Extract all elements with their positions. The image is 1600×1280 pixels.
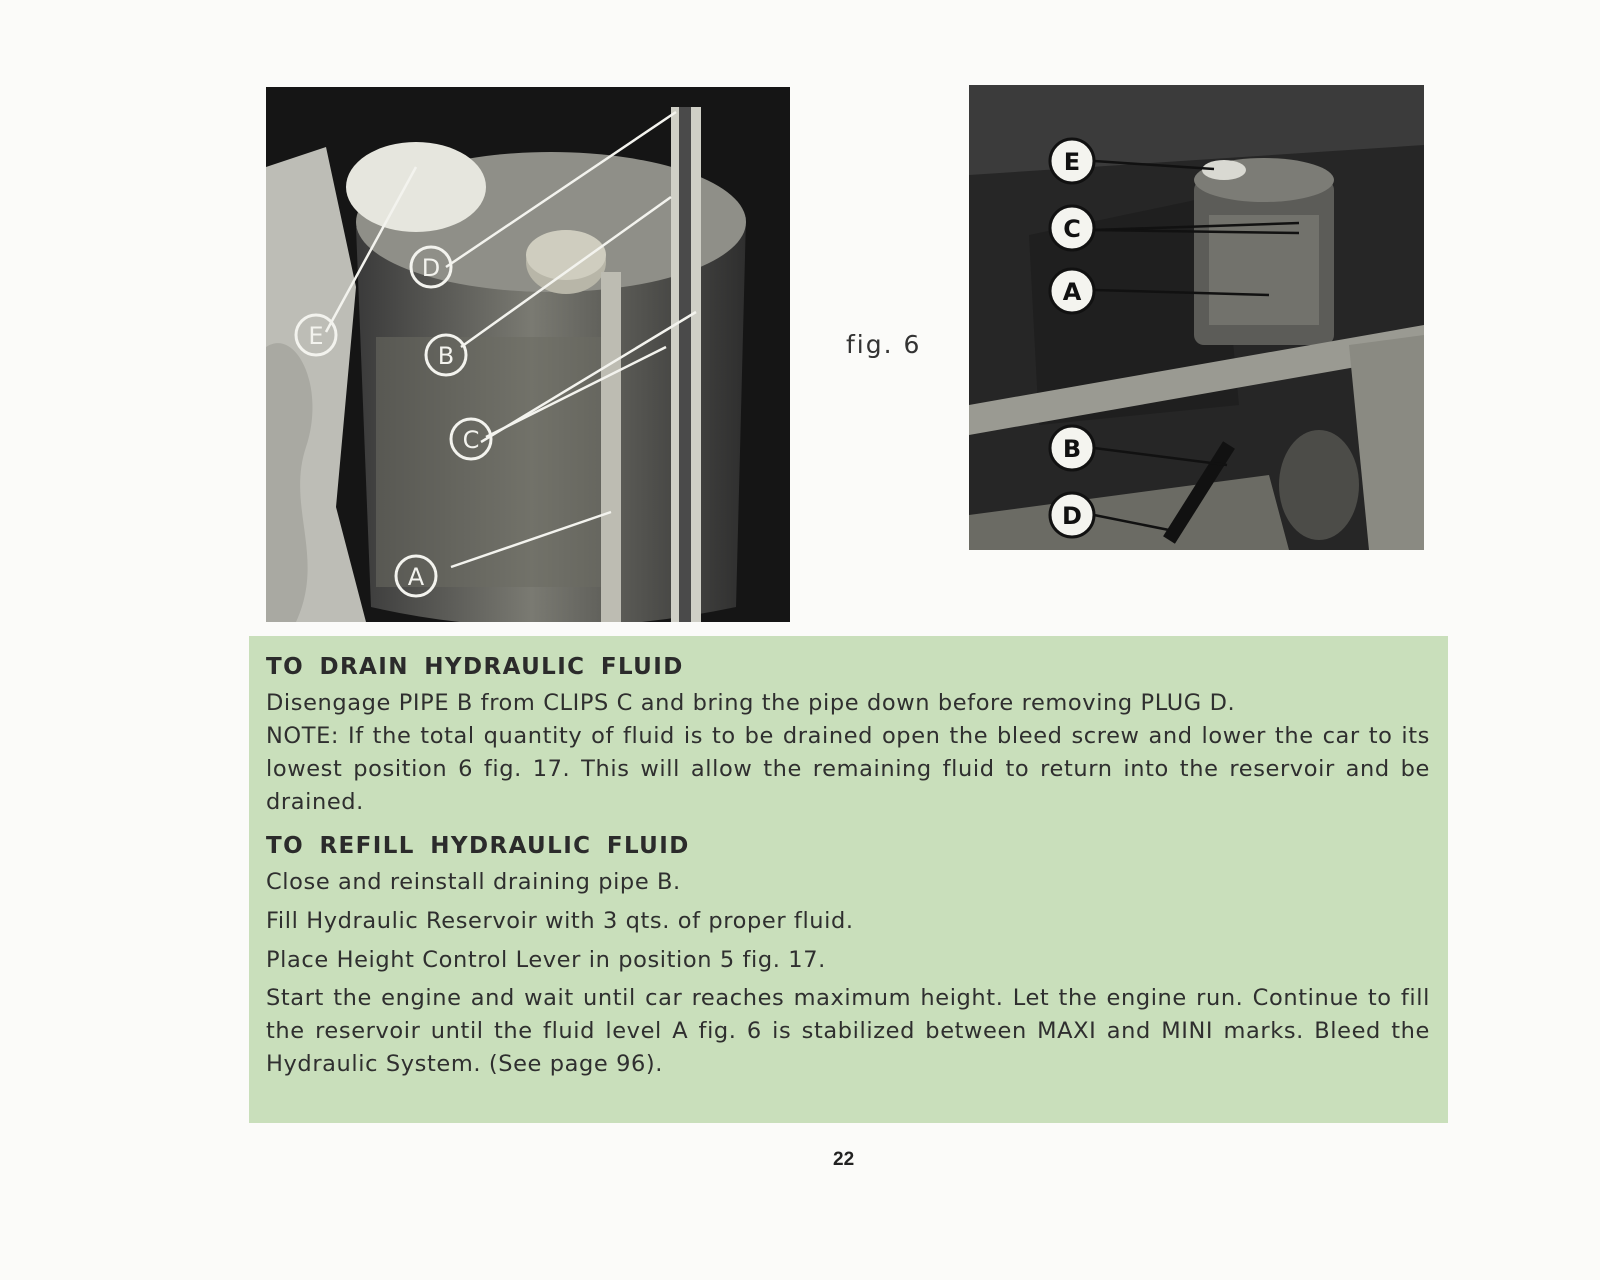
left-label-e: E	[308, 322, 324, 350]
left-label-b: B	[437, 342, 455, 370]
right-label-b: B	[1062, 435, 1082, 463]
right-label-a: A	[1062, 278, 1082, 306]
figure-caption: fig. 6	[846, 330, 922, 359]
right-label-e: E	[1063, 148, 1081, 176]
instructions-panel	[249, 636, 1448, 1123]
drain-heading: TO DRAIN HYDRAULIC FLUID	[266, 654, 684, 680]
engine-bay-illustration	[969, 85, 1424, 550]
right-label-d: D	[1062, 502, 1082, 530]
drain-note: NOTE: If the total quantity of fluid is to be drained open the bleed screw and lower the car to its lowest position 6 fig. 17. This will allow the remaining fluid to return into the reservoir and be drained.	[266, 723, 1430, 815]
right-label-c: C	[1063, 215, 1081, 243]
left-label-a: A	[407, 563, 425, 591]
page-number: 22	[833, 1149, 855, 1170]
refill-heading: TO REFILL HYDRAULIC FLUID	[266, 833, 690, 859]
refill-step-4: Start the engine and wait until car reaches maximum height. Let the engine run. Continue to fill the reservoir until the fluid level A fig. 6 is stabilized between MAXI and MINI marks. Bleed the Hydraulic System. (See page 96).	[266, 985, 1430, 1077]
reservoir-closeup-illustration	[266, 87, 790, 622]
left-label-d: D	[421, 254, 441, 282]
reservoir-closeup-photo	[266, 87, 790, 622]
refill-step-3: Place Height Control Lever in position 5 fig. 17.	[266, 947, 826, 973]
refill-step-2: Fill Hydraulic Reservoir with 3 qts. of proper fluid.	[266, 908, 854, 934]
left-label-c: C	[462, 426, 480, 454]
refill-step-1: Close and reinstall draining pipe B.	[266, 869, 681, 895]
drain-step-1: Disengage PIPE B from CLIPS C and bring the pipe down before removing PLUG D.	[266, 690, 1236, 716]
engine-bay-photo	[969, 85, 1424, 550]
